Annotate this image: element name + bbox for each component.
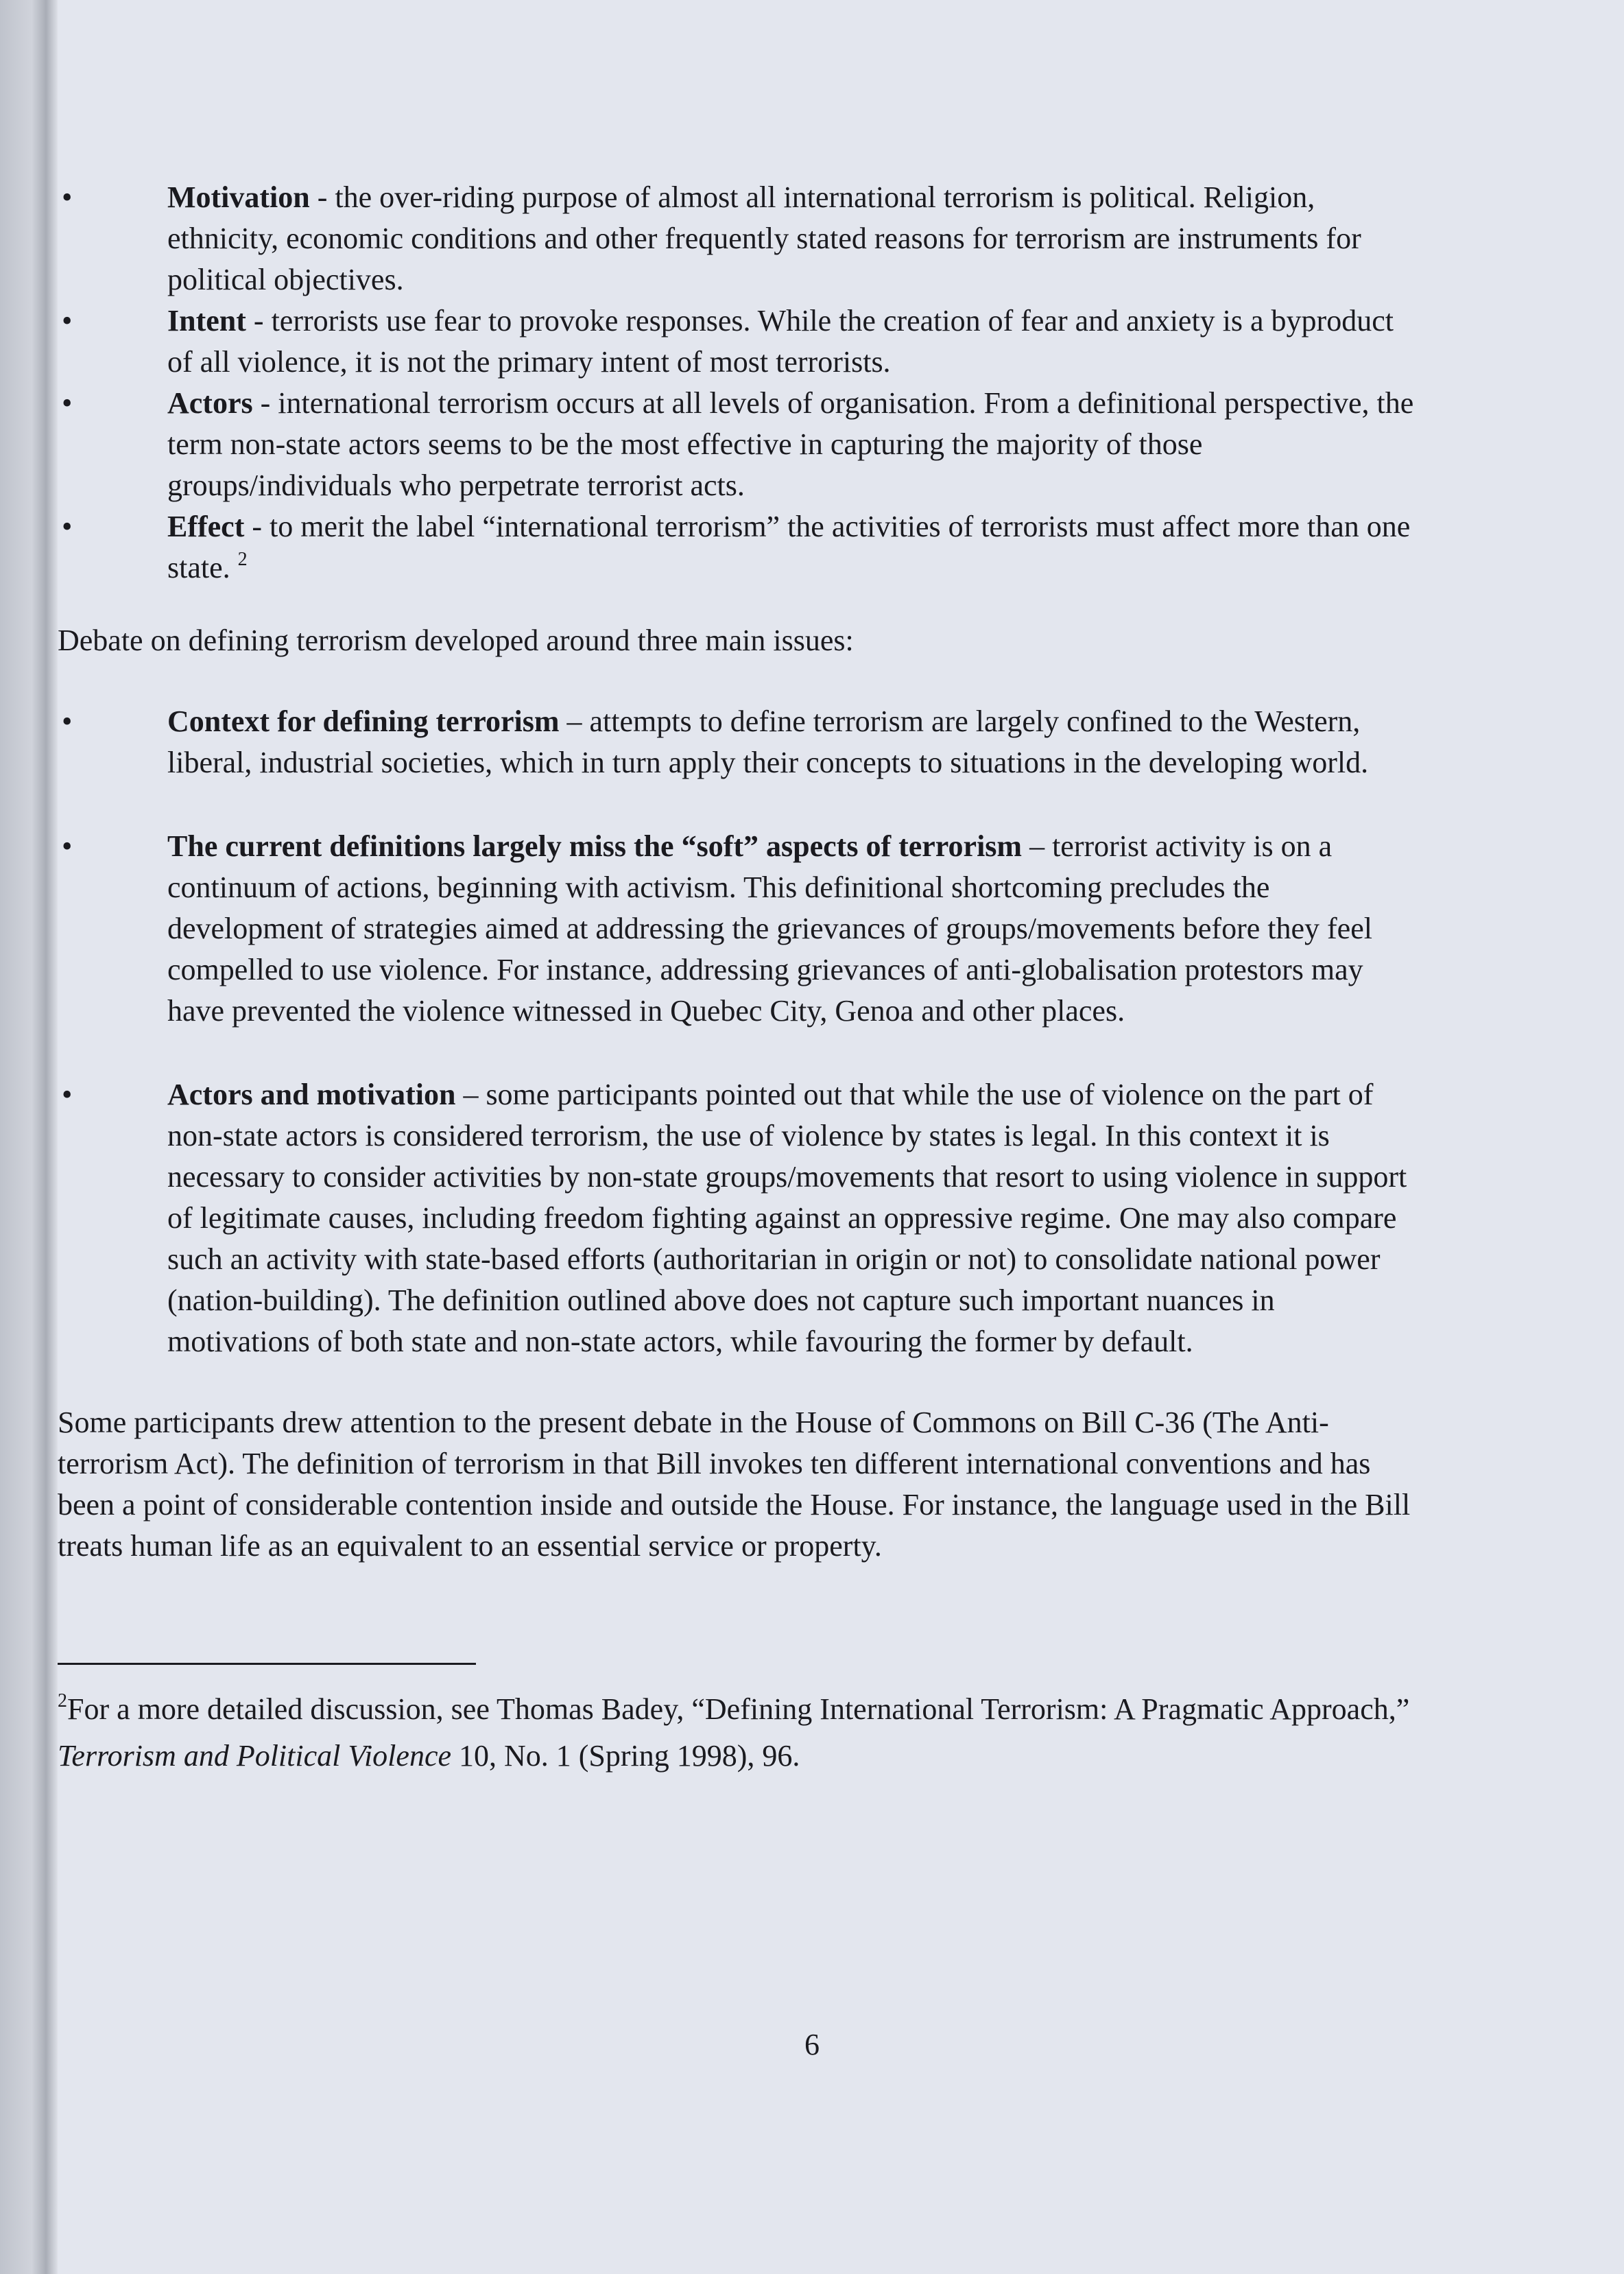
debate-intro: Debate on defining terrorism developed around three main issues: — [58, 624, 854, 657]
journal-title: Terrorism and Political Violence — [58, 1739, 451, 1773]
bullet-text: attempts to define terrorism are largely confined to the Western, liberal, industrial societies, which in turn apply their concepts to situations in the developing world. — [167, 704, 1369, 779]
bullet-text: terrorists use fear to provoke responses. While the creation of fear and anxiety is a byproduct of all violence, it is not the primary intent of most terrorists. — [167, 304, 1394, 379]
closing-paragraph: Some participants drew attention to the present debate in the House of Commons on Bill C-36 (The Anti-terrorism Act). The definition of terrorism in that Bill invokes ten different international conventions and has been a point of considerable contention inside and outside the House. For instance, the language used in the Bill treats human life as an equivalent to an essential service or property. — [58, 1406, 1411, 1563]
debate-issues-list — [58, 701, 1422, 1362]
list-item-intent: • Intent - terrorists use fear to provoke responses. While the creation of fear and anxiety is a byproduct of all violence, it is not the primary intent of most terrorists. — [58, 300, 1422, 383]
bullet-term: Effect — [167, 510, 245, 543]
footnote: $^2$For a more detailed discussion, see Thomas Badey, “Defining International Terrorism: A Pragmatic Approach,” Terrorism and Political Violence 10, No. 1 (Spring 1998), 96. — [58, 1690, 1410, 1773]
list-item-effect: • Effect - to merit the label “international terrorism” the activities of terrorists must affect more than one state. $^2$ — [58, 506, 1422, 593]
list-item-motivation: • Motivation - the over-riding purpose of almost all international terrorism is political. Religion, ethnicity, economic conditions and other frequently stated reasons for terrorism are instruments for political objectives. — [58, 177, 1422, 300]
bullet-text: some participants pointed out that while the use of violence on the part of non-state actors is considered terrorism, the use of violence by states is legal. In this context it is necessary to consider activities by non-state groups/movements that resort to using violence in support of legitimate causes, including freedom fighting against an oppressive regime. One may also compare such an activity with state-based efforts (authoritarian in origin or not) to consolidate national power (nation-building). The definition outlined above does not capture such important nuances in motivations of both state and non-state actors, while favouring the former by default. — [167, 1078, 1407, 1358]
footnote-mark: 2 — [58, 1690, 67, 1712]
list-item-actors-motivation: • Actors and motivation – some participants pointed out that while the use of violence on the part of non-state actors is considered terrorism, the use of violence by states is legal. In this context it is necessary to consider activities by non-state groups/movements that resort to using violence in support of legitimate causes, including freedom fighting against an oppressive regime. One may also compare such an activity with state-based efforts (authoritarian in origin or not) to consolidate national power (nation-building). The definition outlined above does not capture such important nuances in motivations of both state and non-state actors, while favouring the former by default. — [58, 1074, 1422, 1362]
list-item-actors: • Actors - international terrorism occurs at all levels of organisation. From a definitional perspective, the term non-state actors seems to be the most effective in capturing the majority of those groups/individuals who perpetrate terrorist acts. — [58, 383, 1422, 506]
bullet-text: the over-riding purpose of almost all international terrorism is political. Religion, ethnicity, economic conditions and other frequently stated reasons for terrorism are instruments for political objectives. — [167, 180, 1361, 296]
list-item-soft-aspects: • The current definitions largely miss the “soft” aspects of terrorism – terrorist activity is on a continuum of actions, beginning with activism. This definitional shortcoming precludes the development of strategies aimed at addressing the grievances of groups/movements before they feel compelled to use violence. For instance, addressing grievances of anti-globalisation protestors may have prevented the violence witnessed in Quebec City, Genoa and other places. — [58, 826, 1422, 1032]
bullet-term: Context for defining terrorism — [167, 704, 560, 738]
bullet-term: Intent — [167, 304, 246, 337]
bullet-term: Motivation — [167, 180, 310, 214]
footnote-reference: 2 — [237, 549, 248, 570]
bullet-text: international terrorism occurs at all levels of organisation. From a definitional perspective, the term non-state actors seems to be the most effective in capturing the majority of those groups/individuals who perpetrate terrorist acts. — [167, 386, 1414, 502]
bullet-term: Actors and motivation — [167, 1078, 456, 1111]
bullet-text: terrorist activity is on a continuum of actions, beginning with activism. This definitional shortcoming precludes the development of strategies aimed at addressing the grievances of groups/movements before they feel compelled to use violence. For instance, addressing grievances of anti-globalisation protestors may have prevented the violence witnessed in Quebec City, Genoa and other places. — [167, 829, 1372, 1028]
bullet-term: The current definitions largely miss the “soft” aspects of terrorism — [167, 829, 1023, 863]
bullet-text: to merit the label “international terrorism” the activities of terrorists must affect more than one state. — [167, 510, 1411, 584]
book-binding-shadow — [0, 0, 58, 2274]
list-item-context: • Context for defining terrorism – attempts to define terrorism are largely confined to the Western, liberal, industrial societies, which in turn apply their concepts to situations in the developing world. — [58, 701, 1422, 783]
page-number: 6 — [804, 2028, 820, 2061]
footnote-divider — [58, 1663, 476, 1665]
bullet-term: Actors — [167, 386, 253, 420]
definition-criteria-list — [58, 177, 1422, 593]
page-body — [58, 177, 1422, 1777]
